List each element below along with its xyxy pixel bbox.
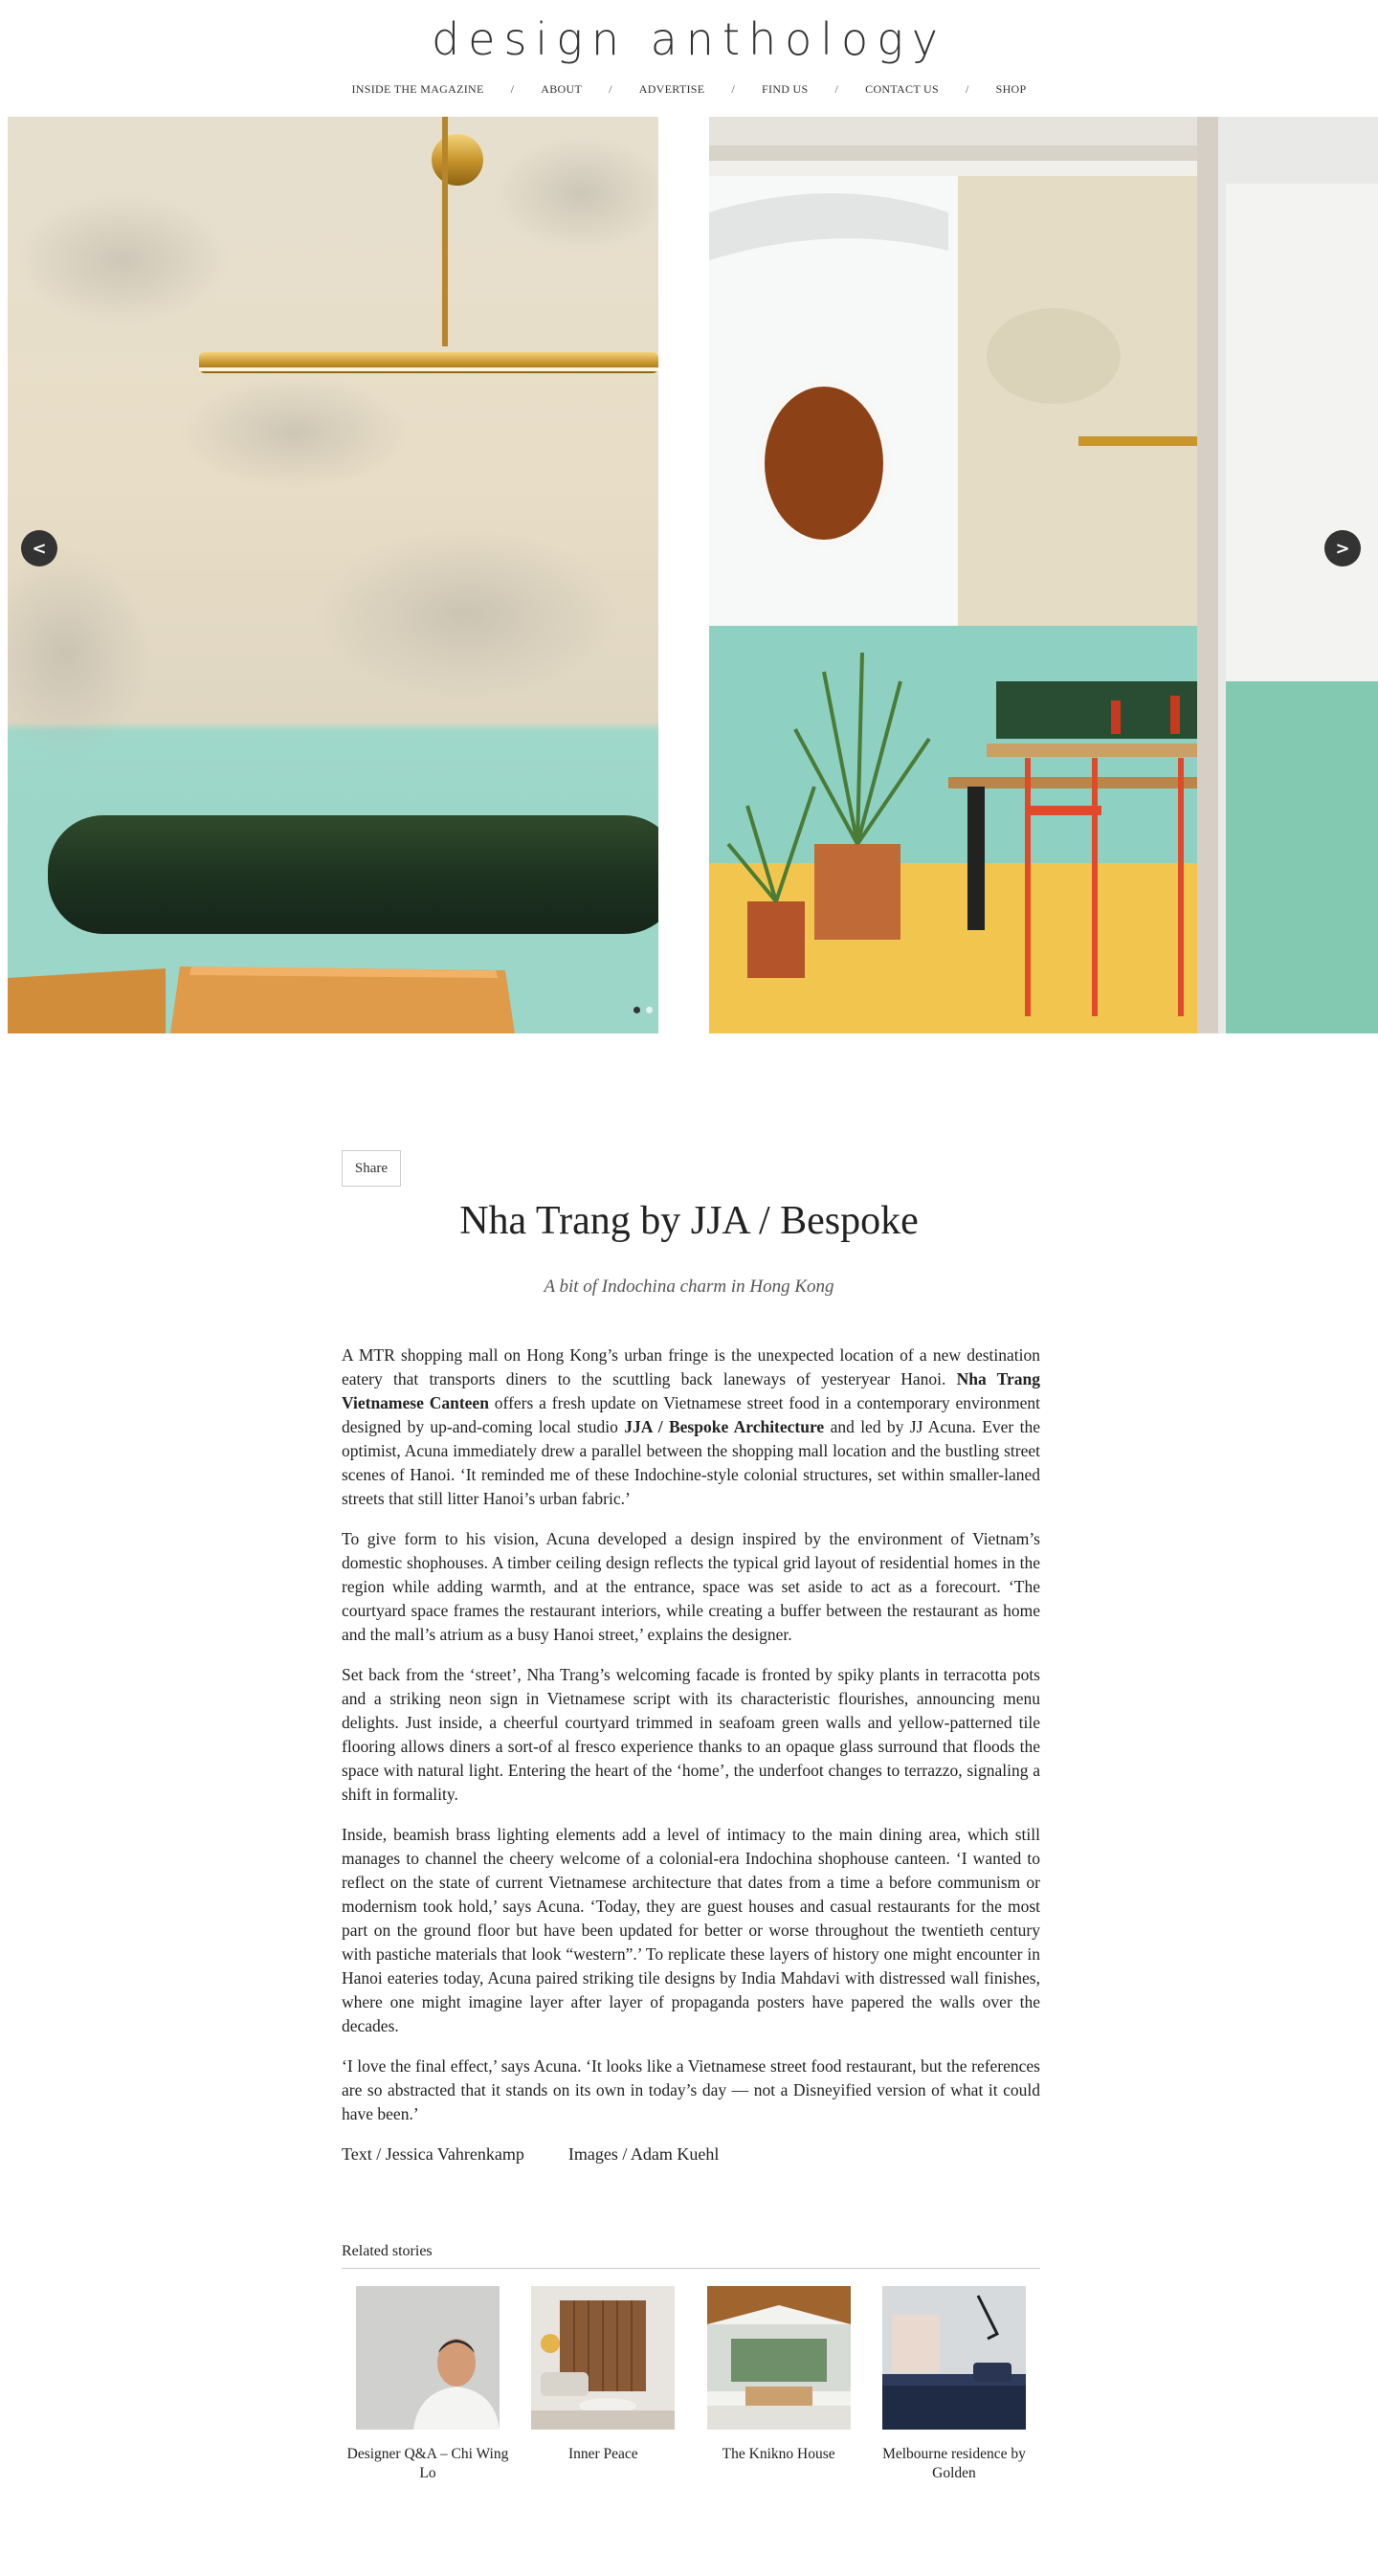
site-logo[interactable]: design anthology [431, 13, 947, 65]
related-story-thumbnail[interactable] [356, 2286, 500, 2430]
related-story-thumbnail[interactable] [707, 2286, 851, 2430]
related-stories [342, 2243, 1040, 2483]
slider-prev-button[interactable]: < [21, 530, 57, 566]
nav-separator: / [609, 82, 612, 96]
nav-inside-the-magazine[interactable]: INSIDE THE MAGAZINE [351, 82, 484, 96]
credit-images: Images / Adam Kuehl [567, 2144, 720, 2164]
related-story-card[interactable] [342, 2286, 514, 2483]
image-slider[interactable] [8, 117, 1378, 1033]
article-paragraph: Set back from the ‘street’, Nha Trang’s welcoming facade is fronted by spiky plants in terracotta pots and a striking neon sign in Vietnamese script with its characteristic flourishes, announcing menu delights. Just inside, a cheerful courtyard trimmed in seafoam green walls and yellow-patterned tile flooring allows diners a sort-of al fresco experience thanks to an opaque glass surround that floods the space with natural light. Entering the heart of the ‘home’, the underfoot changes to terrazzo, signaling a shift in formality. [342, 1665, 1040, 1804]
nav-contact-us[interactable]: CONTACT US [865, 82, 939, 96]
slider-next-button[interactable]: > [1324, 530, 1361, 566]
slide-illustration [709, 117, 1378, 1033]
slider-dot-2[interactable] [646, 1007, 653, 1013]
restaurant-name: Nha Trang Vietnamese Canteen [342, 1369, 1040, 1412]
related-story-title[interactable]: The Knikno House [722, 2446, 835, 2462]
share-button[interactable]: Share [342, 1150, 401, 1187]
studio-name-link[interactable]: JJA / Bespoke Architecture [624, 1417, 825, 1436]
article-subtitle: A bit of Indochina charm in Hong Kong [544, 1277, 834, 1297]
related-story-thumbnail[interactable] [882, 2286, 1026, 2430]
slide-illustration [8, 117, 658, 1033]
paragraph-text: and led by JJ Acuna. Ever the optimist, Acuna immediately drew a parallel between the shopping mall location and the bustling street scenes of Hanoi. ‘It reminded me of these Indochine-style colonial structures, set within smaller-laned streets that still litter Hanoi’s urban fabric.’ [342, 1417, 1040, 1508]
bedroom-thumbnail [882, 2286, 1026, 2430]
slide-image-dining-banquette [8, 117, 658, 1033]
nav-separator: / [731, 82, 736, 96]
article-paragraph [342, 1344, 1040, 1511]
paragraph-text: A MTR shopping mall on Hong Kong’s urban fringe is the unexpected location of a new destination eatery that transports diners to the scuttling back laneways of yesteryear Hanoi. [342, 1345, 1040, 1388]
related-story-card[interactable] [693, 2286, 865, 2483]
slider-dot-1[interactable] [633, 1007, 640, 1013]
nav-advertise[interactable]: ADVERTISE [638, 82, 705, 96]
slide-image-dining-room [709, 117, 1378, 1033]
related-story-card[interactable] [517, 2286, 689, 2483]
article-title: Nha Trang by JJA / Bespoke [459, 1199, 919, 1243]
credit-text: Text / Jessica Vahrenkamp [342, 2144, 524, 2164]
related-story-title[interactable]: Designer Q&A – Chi Wing Lo [346, 2446, 509, 2481]
related-story-thumbnail[interactable] [531, 2286, 675, 2430]
nav-find-us[interactable]: FIND US [762, 82, 809, 96]
related-story-title[interactable]: Inner Peace [567, 2446, 638, 2462]
article-paragraph: To give form to his vision, Acuna developed a design inspired by the environment of Vietnam’s domestic shophouses. A timber ceiling design reflects the typical grid layout of residential homes in the region while adding warmth, and at the entrance, space was set aside to act as a forecourt. ‘The courtyard space frames the restaurant interiors, while creating a buffer between the restaurant as home and the mall’s atrium as a busy Hanoi street,’ explains the designer. [342, 1529, 1040, 1644]
nav-separator: / [510, 82, 515, 96]
related-stories-heading: Related stories [342, 2243, 1040, 2269]
house-thumbnail [707, 2286, 851, 2430]
paragraph-text: offers a fresh update on Vietnamese street food in a contemporary environment designed by up-and-coming local studio [342, 1393, 1040, 1436]
article-paragraph: ‘I love the final effect,’ says Acuna. ‘It looks like a Vietnamese street food restaurant, but the references are so abstracted that it stands on its own in today’s day — not a Disneyified version of what it could have been.’ [342, 2056, 1040, 2123]
main-nav [0, 82, 1378, 97]
nav-about[interactable]: ABOUT [541, 82, 583, 96]
related-stories-list [342, 2286, 1040, 2483]
interior-thumbnail [531, 2286, 675, 2430]
nav-shop[interactable]: SHOP [995, 82, 1027, 96]
article-paragraph: Inside, beamish brass lighting elements add a level of intimacy to the main dining area, which still manages to channel the cheery welcome of a colonial-era Indochina shophouse canteen. ‘I wanted to reflect on the state of current Vietnamese architecture that dates from a time a before communism or modernism took hold,’ says Acuna. ‘Today, they are guest houses and casual restaurants for the most part on the ground floor but have been updated for better or worse throughout the twentieth century with pastiche materials that look “western”.’ To replicate these layers of history one might encounter in Hanoi eateries today, Acuna paired striking tile designs by India Mahdavi with distressed wall finishes, where one might imagine layer after layer of propaganda posters have papered the walls over the decades. [342, 1825, 1040, 2035]
nav-separator: / [965, 82, 969, 96]
article-credits [342, 2143, 1040, 2166]
related-story-card[interactable] [868, 2286, 1040, 2483]
nav-separator: / [834, 82, 839, 96]
related-story-title[interactable]: Melbourne residence by Golden [882, 2446, 1026, 2481]
portrait-thumbnail [356, 2286, 500, 2430]
slider-dots [633, 1007, 653, 1013]
article-body [342, 1344, 1040, 2166]
